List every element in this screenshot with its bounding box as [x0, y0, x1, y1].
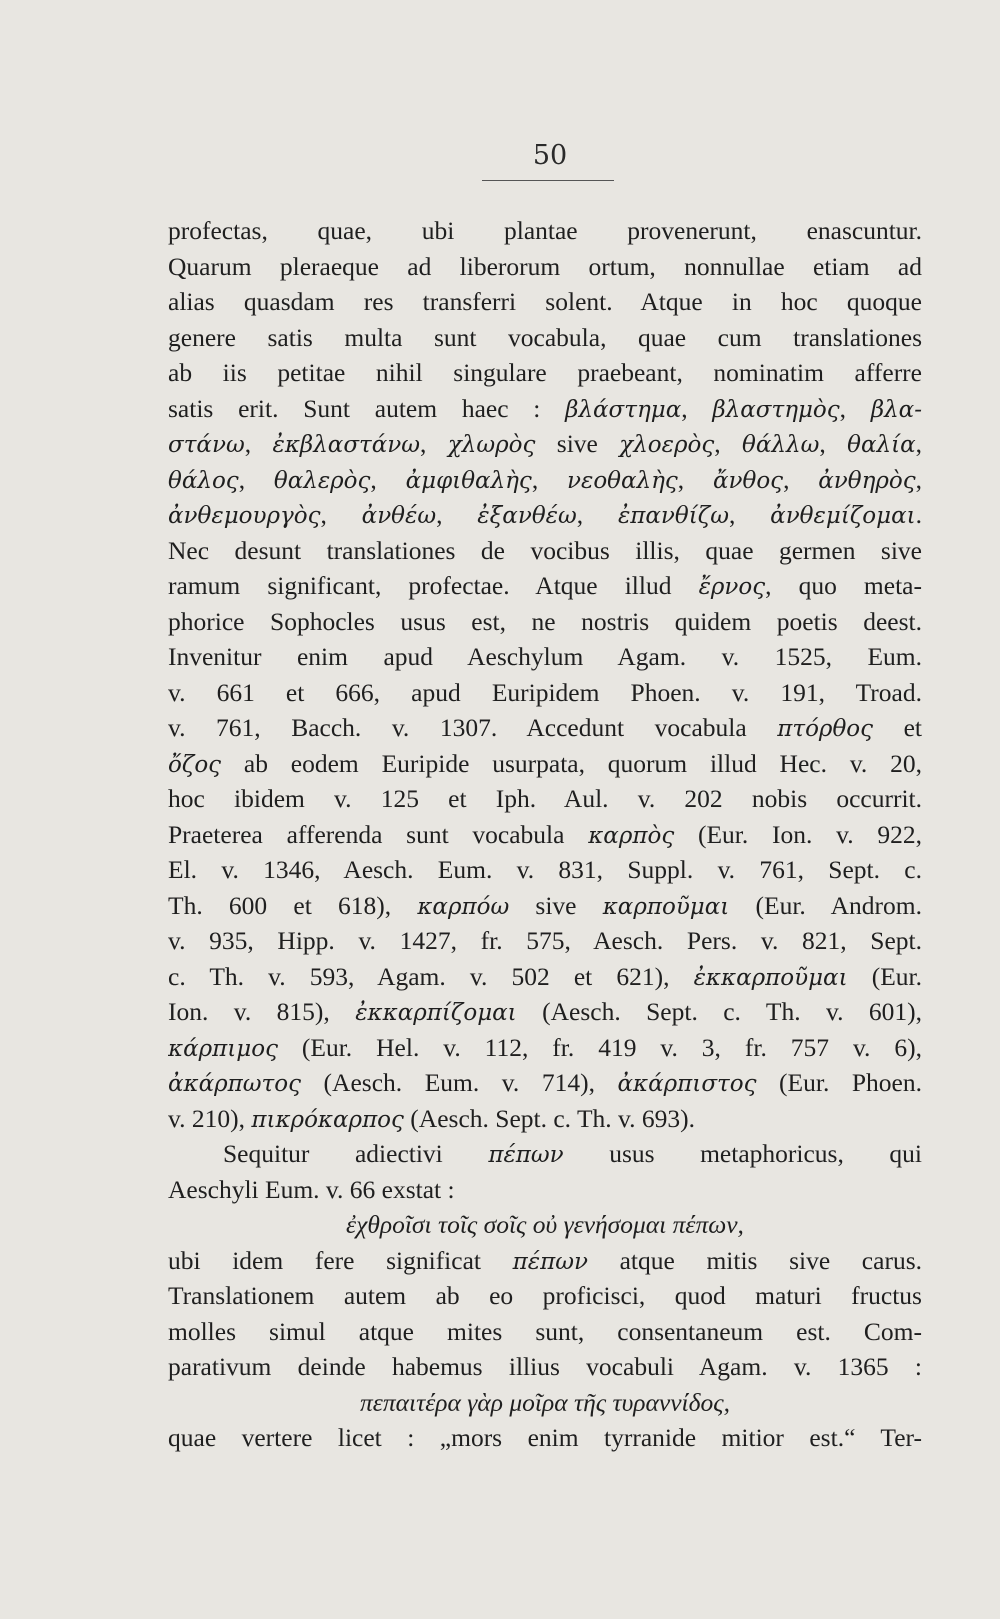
text-line: Nec desunt translationes de vocibus illis, quae germen sive — [168, 535, 922, 565]
greek-word: ἄνθος — [712, 467, 784, 494]
greek-word: ἐπανθίζω — [617, 503, 729, 529]
text-line: v. 661 et 666, apud Euripidem Phoen. v. 191, Troad. — [168, 677, 922, 707]
text-line: v. 210), πικρόκαρπος (Aesch. Sept. c. Th. v. 693). — [168, 1103, 695, 1133]
text-line: parativum deinde habemus illius vocabuli Agam. v. 1365 : — [168, 1352, 922, 1381]
text-line: κάρπιμος (Eur. Hel. v. 112, fr. 419 v. 3, fr. 757 v. 6), — [168, 1032, 922, 1062]
greek-word: ὄζος — [168, 751, 222, 778]
text-line: satis erit. Sunt autem haec : βλάστημα, βλαστημὸς, βλα- — [168, 393, 922, 423]
text-line: Th. 600 et 618), καρπόω sive καρποῦμαι (Eur. Androm. — [168, 890, 922, 920]
greek-word: θάλος — [168, 467, 239, 494]
greek-word: ἐξανθέω — [477, 503, 577, 529]
greek-word: βλάστημα — [565, 396, 682, 423]
greek-word: κάρπιμος — [168, 1035, 278, 1062]
text-line: profectas, quae, ubi plantae provenerunt, enascuntur. — [168, 216, 922, 245]
greek-word: βλαστημὸς — [712, 396, 840, 423]
text-line: πεπαιτέρα γὰρ μοῖρα τῆς τυραννίδος, — [360, 1387, 730, 1417]
text-line: Ion. v. 815), ἐκκαρπίζομαι (Aesch. Sept. c. Th. v. 601), — [168, 997, 922, 1026]
greek-word: ἀκάρπιστος — [617, 1071, 757, 1097]
text-line: hoc ibidem v. 125 et Iph. Aul. v. 202 nobis occurrit. — [168, 784, 922, 813]
greek-word: χλωρὸς — [447, 432, 536, 458]
greek-word: στάνω — [168, 432, 245, 458]
greek-word: πτόρθος — [777, 716, 874, 742]
greek-word: ἀνθεμίζομαι — [770, 503, 916, 529]
body-text — [168, 213, 922, 1456]
greek-word: ἀνθηρὸς — [818, 467, 916, 494]
text-line: quae vertere licet : „mors enim tyrranide mitior est.“ Ter- — [168, 1423, 922, 1452]
greek-word: θαλία — [847, 432, 916, 458]
page-number: 50 — [532, 140, 568, 171]
text-line: Quarum pleraeque ad liberorum ortum, nonnullae etiam ad — [168, 251, 922, 281]
greek-word: πικρόκαρπος — [251, 1106, 404, 1133]
text-line: genere satis multa sunt vocabula, quae cum translationes — [168, 322, 922, 352]
greek-word: πέπων — [512, 1248, 588, 1275]
text-line: Aeschyli Eum. v. 66 exstat : — [168, 1174, 455, 1204]
text-line: v. 761, Bacch. v. 1307. Accedunt vocabula πτόρθος et — [168, 713, 922, 742]
text-line: θάλος, θαλερὸς, ἀμφιθαλὴς, νεοθαλὴς, ἄνθος, ἀνθηρὸς, — [168, 464, 922, 494]
text-line: ab iis petitae nihil singulare praebeant, nominatim afferre — [168, 358, 922, 387]
text-line: ἐχθροῖσι τοῖς σοῖς οὐ γενήσομαι πέπων, — [346, 1210, 744, 1239]
greek-word: θαλερὸς — [273, 467, 371, 494]
greek-word: χλοερὸς — [619, 432, 715, 458]
text-line: c. Th. v. 593, Agam. v. 502 et 621), ἐκκαρποῦμαι (Eur. — [168, 961, 922, 991]
text-line: El. v. 1346, Aesch. Eum. v. 831, Suppl. v. 761, Sept. c. — [168, 855, 922, 884]
text-line: ἀκάρπωτος (Aesch. Eum. v. 714), ἀκάρπιστος (Eur. Phoen. — [168, 1068, 922, 1097]
text-line: alias quasdam res transferri solent. Atque in hoc quoque — [168, 287, 922, 316]
greek-word: ἀνθεμουργὸς — [168, 503, 321, 529]
text-line: ὄζος ab eodem Euripide usurpata, quorum illud Hec. v. 20, — [168, 748, 922, 778]
text-line: στάνω, ἐκβλαστάνω, χλωρὸς sive χλοερὸς, θάλλω, θαλία, — [168, 429, 922, 458]
greek-word: πέπων — [488, 1142, 564, 1168]
greek-word: ἀκάρπωτος — [168, 1071, 301, 1097]
text-line: Invenitur enim apud Aeschylum Agam. v. 1525, Eum. — [168, 642, 922, 671]
greek-word: καρπόω — [417, 893, 510, 920]
text-line: v. 935, Hipp. v. 1427, fr. 575, Aesch. Pers. v. 821, Sept. — [168, 926, 922, 955]
text-line: Translationem autem ab eo proficisci, quod maturi fructus — [168, 1281, 922, 1310]
greek-word: ἀμφιθαλὴς — [405, 467, 532, 494]
greek-word: ἔρνος — [698, 574, 766, 600]
greek-word: βλα- — [870, 396, 922, 423]
greek-word: νεοθαλὴς — [567, 467, 678, 494]
text-line: molles simul atque mites sunt, consentaneum est. Com- — [168, 1316, 922, 1346]
greek-word: καρποῦμαι — [602, 893, 730, 920]
greek-word: ἐκκαρπίζομαι — [355, 1000, 517, 1026]
greek-word: θάλλω — [742, 432, 820, 458]
text-line: ἀνθεμουργὸς, ἀνθέω, ἐξανθέω, ἐπανθίζω, ἀνθεμίζομαι. — [168, 500, 922, 529]
text-line: phorice Sophocles usus est, ne nostris quidem poetis deest. — [168, 606, 922, 636]
text-line: Sequitur adiectivi πέπων usus metaphoricus, qui — [223, 1139, 922, 1168]
greek-word: ἀνθέω — [361, 503, 437, 529]
greek-word: ἐκβλαστάνω — [272, 432, 421, 458]
text-line: Praeterea afferenda sunt vocabula καρπὸς (Eur. Ion. v. 922, — [168, 819, 922, 849]
greek-word: ἐκκαρποῦμαι — [693, 964, 848, 991]
greek-word: καρπὸς — [588, 822, 675, 849]
page-number-rule — [482, 180, 614, 181]
text-line: ubi idem fere significat πέπων atque mitis sive carus. — [168, 1245, 922, 1275]
text-line: ramum significant, profectae. Atque illud ἔρνος, quo meta- — [168, 571, 922, 600]
